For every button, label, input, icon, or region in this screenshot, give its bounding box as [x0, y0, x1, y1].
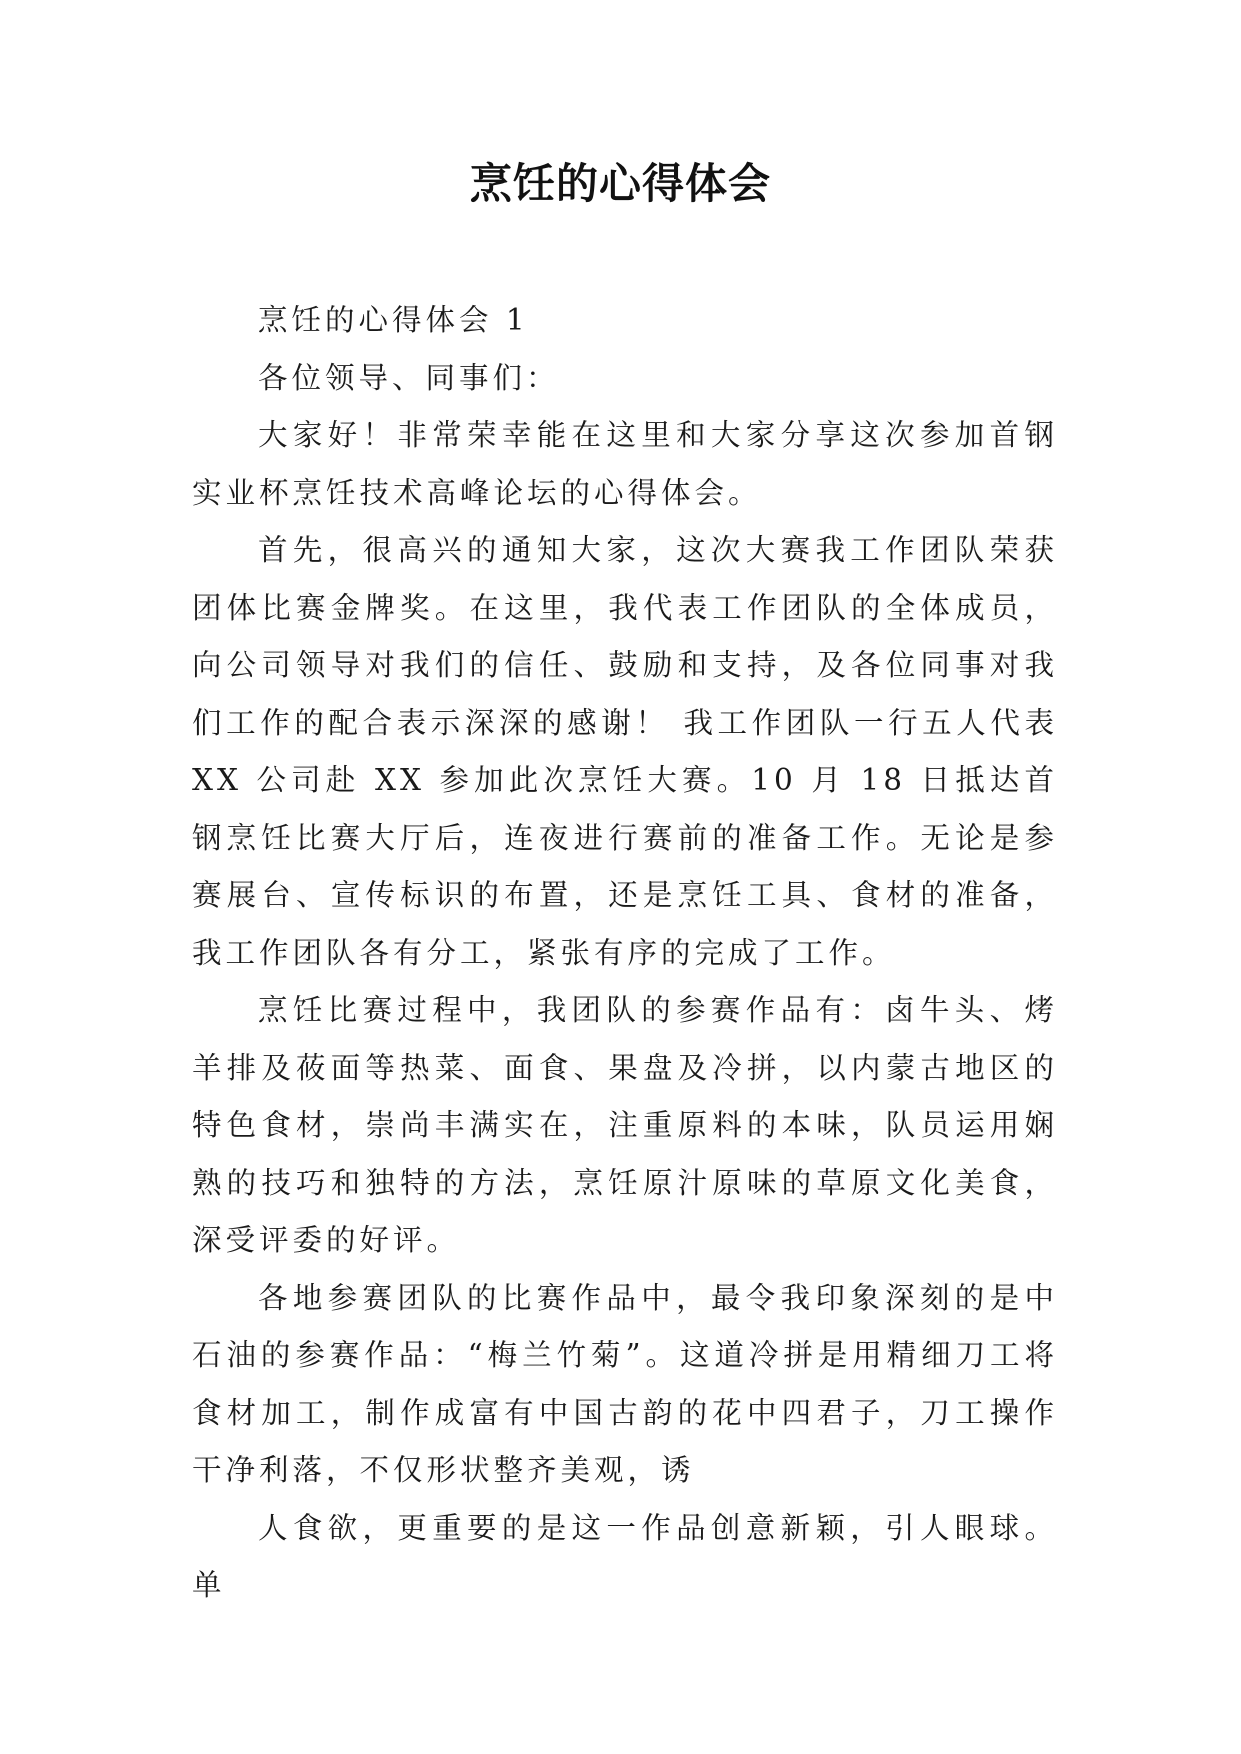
paragraph: 各地参赛团队的比赛作品中，最令我印象深刻的是中石油的参赛作品：“梅兰竹菊”。这道冷拼是用精细刀工将食材加工，制作成富有中国古韵的花中四君子，刀工操作干净利落，不仅形状整齐美观，诱: [192, 1280, 1058, 1487]
document-body: [192, 292, 1058, 1615]
paragraph: 人食欲，更重要的是这一作品创意新颖，引人眼球。单: [192, 1510, 1058, 1602]
paragraph: 烹饪比赛过程中，我团队的参赛作品有：卤牛头、烤羊排及莜面等热菜、面食、果盘及冷拼，以内蒙古地区的特色食材，崇尚丰满实在，注重原料的本味，队员运用娴熟的技巧和独特的方法，烹饪原汁原味的草原文化美食，深受评委的好评。: [192, 993, 1058, 1257]
paragraph-salutation: 各位领导、同事们：: [258, 360, 560, 395]
document-title: 烹饪的心得体会: [469, 159, 771, 208]
paragraph: 大家好！非常荣幸能在这里和大家分享这次参加首钢实业杯烹饪技术高峰论坛的心得体会。: [192, 418, 1058, 510]
paragraph: 首先，很高兴的通知大家，这次大赛我工作团队荣获团体比赛金牌奖。在这里，我代表工作团队的全体成员，向公司领导对我们的信任、鼓励和支持，及各位同事对我们工作的配合表示深深的感谢！ 我工作团队一行五人代表 XX 公司赴 XX 参加此次烹饪大赛。10 月 18 日抵达首钢烹饪比赛大厅后，连夜进行赛前的准备工作。无论是参赛展台、宣传标识的布置，还是烹饪工具、食材的准备，我工作团队各有分工，紧张有序的完成了工作。: [192, 533, 1058, 970]
paragraph-heading: 烹饪的心得体会 1: [258, 303, 529, 337]
